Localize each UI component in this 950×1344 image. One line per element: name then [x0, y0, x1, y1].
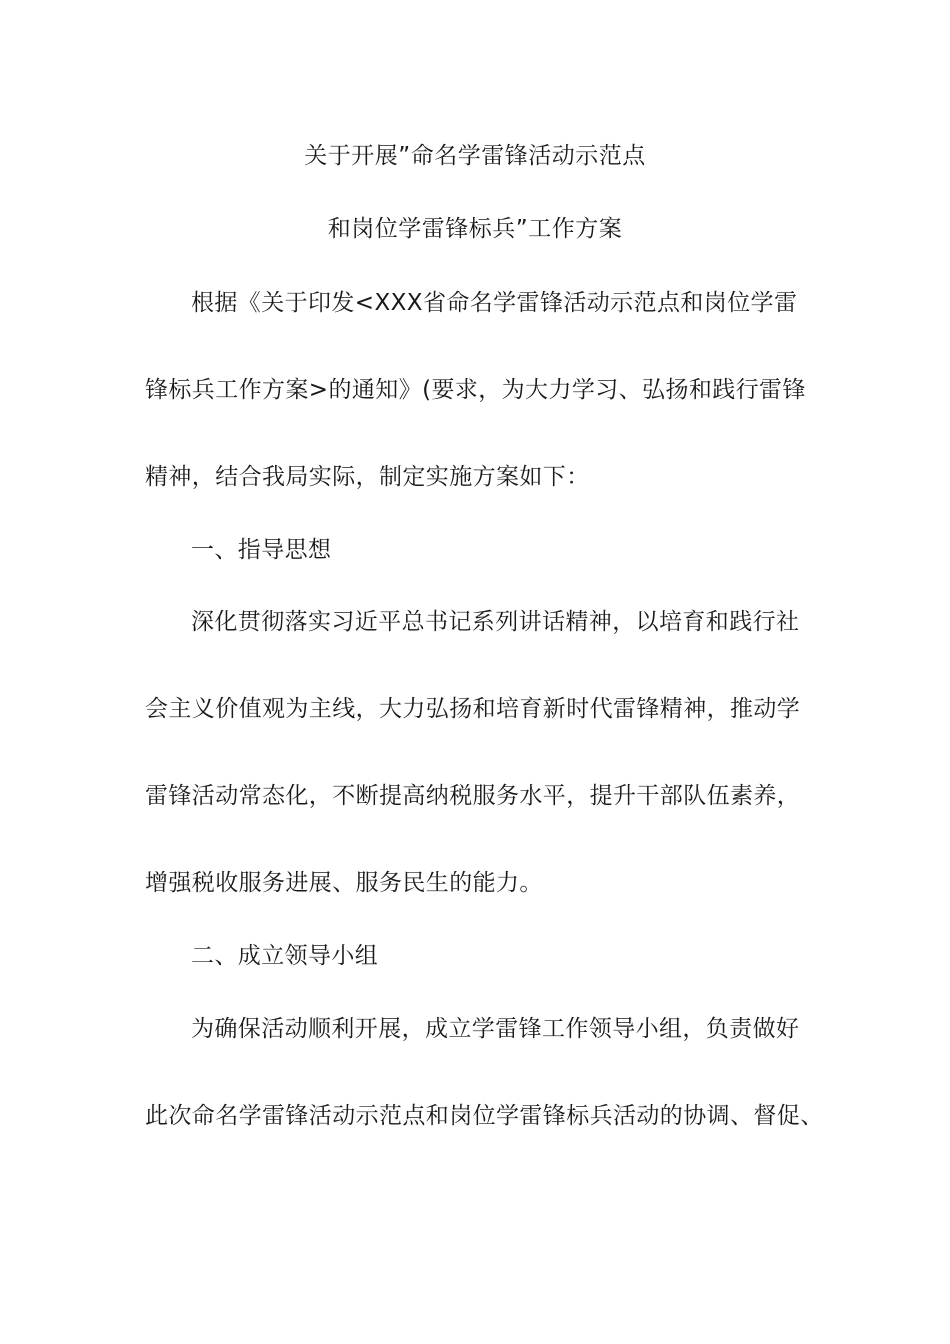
document-title-line-1: 关于开展”命名学雷锋活动示范点	[304, 143, 646, 169]
intro-paragraph-line-2: 锋标兵工作方案>的通知》(要求，为大力学习、弘扬和践行雷锋	[145, 377, 806, 403]
section-1-body-line-2: 会主义价值观为主线，大力弘扬和培育新时代雷锋精神，推动学	[145, 696, 801, 722]
intro-paragraph-line-3: 精神，结合我局实际，制定实施方案如下：	[145, 464, 590, 490]
document-title-line-2: 和岗位学雷锋标兵”工作方案	[327, 216, 623, 242]
section-2-heading: 二、成立领导小组	[191, 943, 379, 969]
section-1-body-line-3: 雷锋活动常态化，不断提高纳税服务水平，提升干部队伍素养，	[145, 783, 801, 809]
section-1-heading: 一、指导思想	[191, 537, 332, 563]
section-2-body-line-1: 为确保活动顺利开展，成立学雷锋工作领导小组，负责做好	[191, 1016, 800, 1042]
section-1-body-line-4: 增强税收服务进展、服务民生的能力。	[145, 870, 543, 896]
section-1-body-line-1: 深化贯彻落实习近平总书记系列讲话精神，以培育和践行社	[191, 609, 800, 635]
section-2-body-line-2: 此次命名学雷锋活动示范点和岗位学雷锋标兵活动的协调、督促、	[145, 1103, 824, 1129]
intro-paragraph-line-1: 根据《关于印发<XXX省命名学雷锋活动示范点和岗位学雷	[191, 290, 798, 316]
